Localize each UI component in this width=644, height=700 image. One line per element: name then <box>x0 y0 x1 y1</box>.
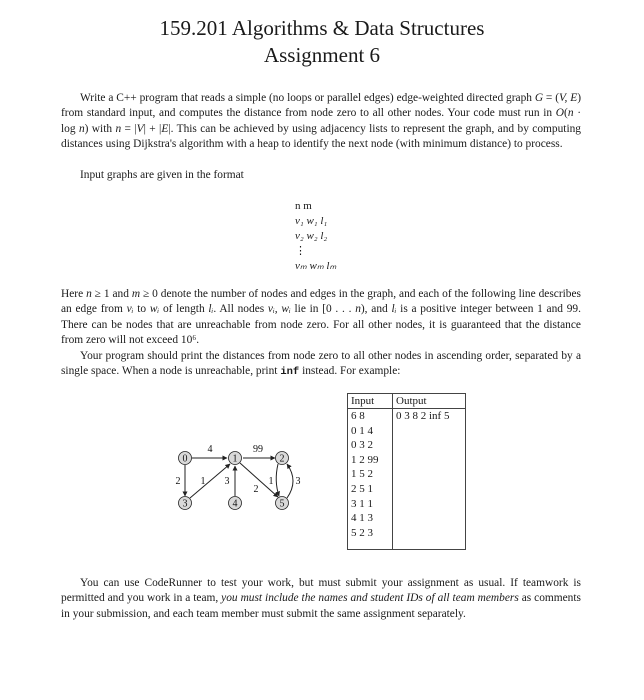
node-label: 3 <box>182 498 188 510</box>
edge-2-5 <box>276 464 279 496</box>
edge-label: 1 <box>200 476 206 487</box>
output-description: Your program should print the distances from node zero to all other nodes in ascending order, separated by a single space. When a node is unreachable, print inf instead. For example: <box>61 350 581 379</box>
edge-label: 99 <box>253 444 263 455</box>
edge-label: 2 <box>175 476 181 487</box>
intro-paragraph: Write a C++ program that reads a simple (no loops or parallel edges) edge-weighted directed graph G = (V, E) from standard input, and computes the distance from node zero to all other nodes. Your code must run in O(n · log n) with n = |V| + |E|. This can be achieved by using adjacency lists to represent the graph, and by computing distances using Dijkstra's algorithm with a heap to identify the next node (with minimum distance) to process. <box>61 92 581 150</box>
team-requirement: you must include the names and student IDs of all team members <box>221 592 519 605</box>
input-line: 1 2 99 <box>351 453 379 466</box>
format-line: v₂ w₂ l₂ <box>295 230 328 242</box>
input-line: 0 3 2 <box>351 439 373 452</box>
node-label: 0 <box>182 453 188 465</box>
edge-label: 3 <box>224 476 230 487</box>
details-paragraph: Here n ≥ 1 and m ≥ 0 denote the number of nodes and edges in the graph, and each of the following line describes an edge from vᵢ to wᵢ of length lᵢ. All nodes vᵢ, wᵢ lie in [0 . . . n), and lᵢ is a positive integer between 1 and 99. There can be nodes that are unreachable from node zero. For all other nodes, it is guaranteed that the distance from zero will not exceed 10⁶. <box>61 288 581 346</box>
node-label: 1 <box>232 453 238 465</box>
input-line: 1 5 2 <box>351 468 373 481</box>
format-intro: Input graphs are given in the format <box>80 169 244 181</box>
node-label: 5 <box>279 498 285 510</box>
course-title: 159.201 Algorithms & Data Structures <box>159 16 485 40</box>
example-table <box>347 393 466 550</box>
format-line: ⋮ <box>295 245 306 257</box>
edge-label: 3 <box>295 476 301 487</box>
edge-label: 4 <box>207 444 213 455</box>
example-input <box>348 409 393 550</box>
example-output: 0 3 8 2 inf 5 <box>393 409 466 550</box>
input-line: 2 5 1 <box>351 482 373 495</box>
input-line: 0 1 4 <box>351 424 373 437</box>
node-label: 2 <box>279 453 285 465</box>
format-line: vₘ wₘ lₘ <box>295 260 337 272</box>
document-title <box>0 15 644 69</box>
input-line: 4 1 3 <box>351 512 373 525</box>
edge-label: 1 <box>268 476 274 487</box>
output-header: Output <box>393 394 466 409</box>
input-line: 5 2 3 <box>351 526 373 539</box>
input-format-block <box>295 199 395 274</box>
inf-code: inf <box>280 366 300 379</box>
edge-label: 2 <box>253 484 259 495</box>
assignment-title: Assignment 6 <box>263 43 381 67</box>
input-line: 6 8 <box>351 410 365 422</box>
format-line: v₁ w₁ l₁ <box>295 215 328 227</box>
input-line: 3 1 1 <box>351 497 373 510</box>
format-line: n m <box>295 200 312 212</box>
edge-5-2 <box>287 464 293 498</box>
closing-paragraph: You can use CodeRunner to test your work, but must submit your assignment as usual. If teamwork is permitted and you work in a team, you must include the names and student IDs of all team members as comments in your submission, and each team member must submit the same assignment separately. <box>61 577 581 620</box>
example-graph <box>165 438 305 518</box>
node-label: 4 <box>232 498 238 510</box>
input-header: Input <box>348 394 393 409</box>
